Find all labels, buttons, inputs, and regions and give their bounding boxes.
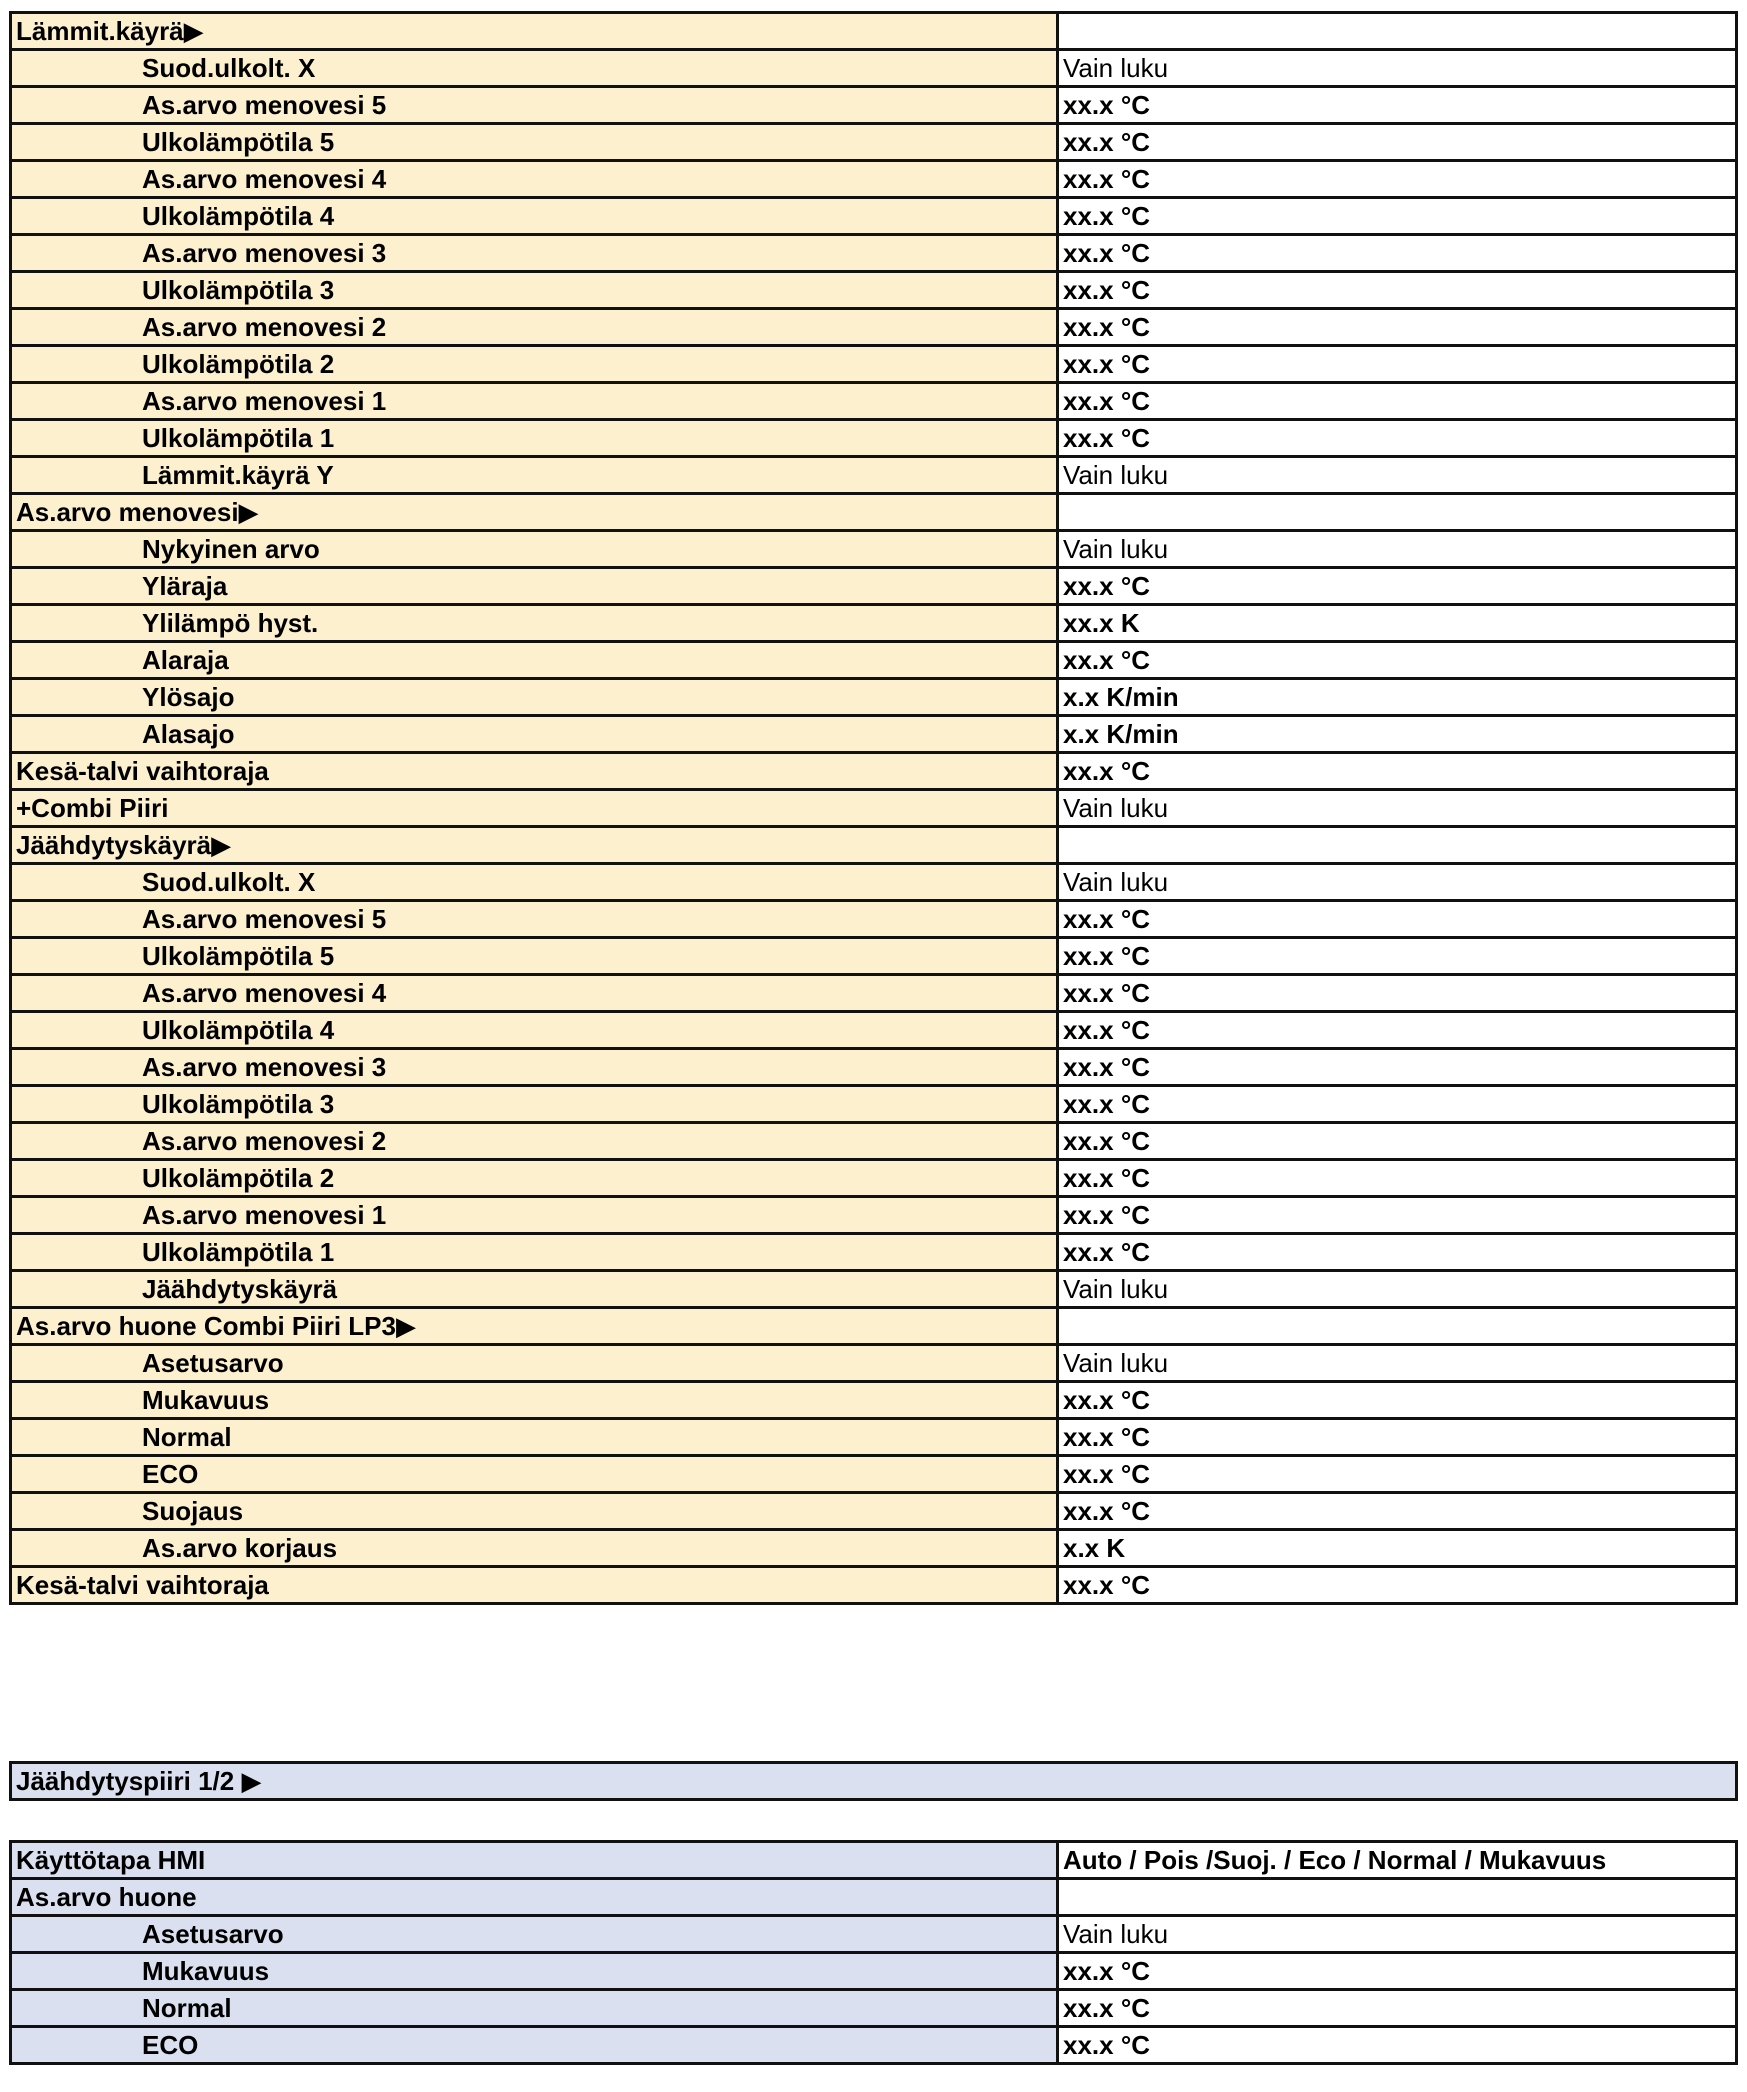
cooling-setting-label: Käyttötapa HMI — [11, 1842, 1058, 1879]
heating-setting-value[interactable]: xx.x °C — [1058, 161, 1737, 198]
heating-setting-value[interactable]: xx.x °C — [1058, 1493, 1737, 1530]
heating-setting-value[interactable]: xx.x °C — [1058, 938, 1737, 975]
heating-setting-row[interactable] — [11, 124, 1737, 161]
heating-setting-row[interactable] — [11, 1012, 1737, 1049]
heating-setting-value[interactable]: xx.x °C — [1058, 1160, 1737, 1197]
heating-setting-label: Ulkolämpötila 2 — [11, 346, 1058, 383]
heating-setting-label: Ulkolämpötila 5 — [11, 938, 1058, 975]
heating-setting-row[interactable] — [11, 1308, 1737, 1345]
heating-setting-row[interactable] — [11, 87, 1737, 124]
heating-setting-row[interactable] — [11, 1345, 1737, 1382]
heating-setting-row[interactable] — [11, 531, 1737, 568]
heating-setting-value[interactable]: xx.x °C — [1058, 1086, 1737, 1123]
heating-setting-value[interactable]: xx.x °C — [1058, 420, 1737, 457]
heating-setting-label: Nykyinen arvo — [11, 531, 1058, 568]
heating-setting-value[interactable]: xx.x °C — [1058, 383, 1737, 420]
heating-setting-row[interactable] — [11, 13, 1737, 50]
heating-setting-row[interactable] — [11, 272, 1737, 309]
heating-setting-row[interactable] — [11, 420, 1737, 457]
heating-setting-value[interactable] — [1058, 1308, 1737, 1345]
heating-setting-label: As.arvo huone Combi Piiri LP3▶ — [11, 1308, 1058, 1345]
heating-setting-row[interactable] — [11, 161, 1737, 198]
heating-setting-label: Ulkolämpötila 4 — [11, 1012, 1058, 1049]
heating-setting-value[interactable]: x.x K/min — [1058, 679, 1737, 716]
cooling-setting-row[interactable] — [11, 2027, 1737, 2064]
cooling-setting-label: As.arvo huone — [11, 1879, 1058, 1916]
heating-setting-label: Jäähdytyskäyrä — [11, 1271, 1058, 1308]
cooling-setting-row[interactable] — [11, 1990, 1737, 2027]
heating-setting-label: Kesä-talvi vaihtoraja — [11, 753, 1058, 790]
cooling-setting-label: Normal — [11, 1990, 1058, 2027]
cooling-setting-value[interactable]: xx.x °C — [1058, 2027, 1737, 2064]
heating-setting-value[interactable]: Vain luku — [1058, 457, 1737, 494]
heating-setting-label: Ylösajo — [11, 679, 1058, 716]
heating-setting-label: Suod.ulkolt. X — [11, 864, 1058, 901]
heating-setting-row[interactable] — [11, 1197, 1737, 1234]
heating-setting-label: As.arvo korjaus — [11, 1530, 1058, 1567]
heating-setting-label: As.arvo menovesi 4 — [11, 161, 1058, 198]
heating-setting-row[interactable] — [11, 1419, 1737, 1456]
heating-settings-table — [9, 11, 1738, 1605]
heating-setting-row[interactable] — [11, 309, 1737, 346]
cooling-setting-label: ECO — [11, 2027, 1058, 2064]
heating-setting-label: As.arvo menovesi 5 — [11, 87, 1058, 124]
heating-setting-row[interactable] — [11, 457, 1737, 494]
heating-setting-label: Ulkolämpötila 3 — [11, 1086, 1058, 1123]
heating-setting-row[interactable] — [11, 198, 1737, 235]
heating-setting-value[interactable] — [1058, 827, 1737, 864]
heating-setting-label: Ulkolämpötila 4 — [11, 198, 1058, 235]
heating-setting-value[interactable]: Vain luku — [1058, 1271, 1737, 1308]
heating-setting-label: As.arvo menovesi▶ — [11, 494, 1058, 531]
heating-setting-label: Ulkolämpötila 3 — [11, 272, 1058, 309]
heating-setting-value[interactable] — [1058, 494, 1737, 531]
heating-setting-row[interactable] — [11, 568, 1737, 605]
heating-setting-value[interactable]: x.x K — [1058, 1530, 1737, 1567]
heating-setting-row[interactable] — [11, 1530, 1737, 1567]
heating-setting-value[interactable]: xx.x K — [1058, 605, 1737, 642]
cooling-setting-value[interactable]: Auto / Pois /Suoj. / Eco / Normal / Mukavuus — [1058, 1842, 1737, 1879]
cooling-circuit-header-table — [9, 1761, 1738, 1801]
heating-setting-value[interactable]: xx.x °C — [1058, 753, 1737, 790]
heating-setting-value[interactable]: xx.x °C — [1058, 1049, 1737, 1086]
heating-setting-row[interactable] — [11, 1271, 1737, 1308]
heating-setting-value[interactable]: Vain luku — [1058, 531, 1737, 568]
heating-setting-value[interactable]: xx.x °C — [1058, 235, 1737, 272]
cooling-circuit-header-row[interactable] — [11, 1763, 1737, 1800]
heating-setting-row[interactable] — [11, 494, 1737, 531]
heating-setting-label: Kesä-talvi vaihtoraja — [11, 1567, 1058, 1604]
heating-setting-value[interactable]: xx.x °C — [1058, 1123, 1737, 1160]
cooling-setting-value[interactable]: xx.x °C — [1058, 1953, 1737, 1990]
heating-setting-label: As.arvo menovesi 2 — [11, 309, 1058, 346]
heating-setting-value[interactable]: Vain luku — [1058, 50, 1737, 87]
heating-setting-row[interactable] — [11, 642, 1737, 679]
cooling-setting-value[interactable] — [1058, 1879, 1737, 1916]
heating-settings-body — [11, 13, 1737, 1604]
heating-setting-label: Normal — [11, 1419, 1058, 1456]
heating-setting-row[interactable] — [11, 1049, 1737, 1086]
heating-setting-value[interactable]: xx.x °C — [1058, 901, 1737, 938]
heating-setting-row[interactable] — [11, 1567, 1737, 1604]
heating-setting-label: As.arvo menovesi 4 — [11, 975, 1058, 1012]
heating-setting-value[interactable]: xx.x °C — [1058, 975, 1737, 1012]
heating-setting-row[interactable] — [11, 346, 1737, 383]
heating-setting-value[interactable]: xx.x °C — [1058, 309, 1737, 346]
heating-setting-label: Suod.ulkolt. X — [11, 50, 1058, 87]
heating-setting-value[interactable]: xx.x °C — [1058, 346, 1737, 383]
heating-setting-value[interactable]: xx.x °C — [1058, 1567, 1737, 1604]
cooling-settings-body — [11, 1842, 1737, 2064]
heating-setting-label: Suojaus — [11, 1493, 1058, 1530]
heating-setting-label: +Combi Piiri — [11, 790, 1058, 827]
heating-setting-row[interactable] — [11, 1234, 1737, 1271]
cooling-setting-value[interactable]: Vain luku — [1058, 1916, 1737, 1953]
heating-setting-label: As.arvo menovesi 1 — [11, 383, 1058, 420]
heating-setting-row[interactable] — [11, 1160, 1737, 1197]
heating-setting-value[interactable]: xx.x °C — [1058, 568, 1737, 605]
heating-setting-row[interactable] — [11, 50, 1737, 87]
heating-setting-label: Alaraja — [11, 642, 1058, 679]
heating-setting-row[interactable] — [11, 790, 1737, 827]
heating-setting-value[interactable]: xx.x °C — [1058, 1382, 1737, 1419]
cooling-setting-value[interactable]: xx.x °C — [1058, 1990, 1737, 2027]
heating-setting-label: As.arvo menovesi 1 — [11, 1197, 1058, 1234]
heating-setting-value[interactable]: Vain luku — [1058, 1345, 1737, 1382]
heating-setting-row[interactable] — [11, 827, 1737, 864]
heating-setting-label: As.arvo menovesi 5 — [11, 901, 1058, 938]
cooling-setting-label: Asetusarvo — [11, 1916, 1058, 1953]
heating-setting-row[interactable] — [11, 1493, 1737, 1530]
cooling-setting-row[interactable] — [11, 1842, 1737, 1879]
heating-setting-row[interactable] — [11, 864, 1737, 901]
cooling-setting-row[interactable] — [11, 1879, 1737, 1916]
heating-setting-row[interactable] — [11, 235, 1737, 272]
heating-setting-label: Ulkolämpötila 5 — [11, 124, 1058, 161]
heating-setting-value[interactable]: xx.x °C — [1058, 642, 1737, 679]
heating-setting-row[interactable] — [11, 975, 1737, 1012]
heating-setting-value[interactable]: xx.x °C — [1058, 198, 1737, 235]
heating-setting-value[interactable]: Vain luku — [1058, 790, 1737, 827]
cooling-circuit-title[interactable]: Jäähdytyspiiri 1/2 ▶ — [11, 1763, 1737, 1800]
heating-setting-label: Alasajo — [11, 716, 1058, 753]
heating-setting-row[interactable] — [11, 716, 1737, 753]
heating-setting-label: Ylilämpö hyst. — [11, 605, 1058, 642]
heating-setting-label: Ulkolämpötila 1 — [11, 1234, 1058, 1271]
heating-setting-label: Yläraja — [11, 568, 1058, 605]
heating-setting-row[interactable] — [11, 1382, 1737, 1419]
heating-setting-row[interactable] — [11, 1456, 1737, 1493]
heating-setting-label: As.arvo menovesi 2 — [11, 1123, 1058, 1160]
cooling-setting-row[interactable] — [11, 1916, 1737, 1953]
heating-setting-label: Ulkolämpötila 2 — [11, 1160, 1058, 1197]
heating-setting-row[interactable] — [11, 383, 1737, 420]
heating-setting-label: Lämmit.käyrä▶ — [11, 13, 1058, 50]
heating-setting-value[interactable]: xx.x °C — [1058, 124, 1737, 161]
heating-setting-value[interactable]: xx.x °C — [1058, 1234, 1737, 1271]
cooling-setting-label: Mukavuus — [11, 1953, 1058, 1990]
heating-setting-label: Lämmit.käyrä Y — [11, 457, 1058, 494]
heating-setting-row[interactable] — [11, 938, 1737, 975]
heating-setting-value[interactable]: xx.x °C — [1058, 1419, 1737, 1456]
heating-setting-row[interactable] — [11, 1123, 1737, 1160]
heating-setting-row[interactable] — [11, 901, 1737, 938]
heating-setting-label: Asetusarvo — [11, 1345, 1058, 1382]
heating-setting-row[interactable] — [11, 1086, 1737, 1123]
heating-setting-row[interactable] — [11, 753, 1737, 790]
cooling-settings-table — [9, 1840, 1738, 2065]
heating-setting-label: Jäähdytyskäyrä▶ — [11, 827, 1058, 864]
heating-setting-value[interactable]: xx.x °C — [1058, 1456, 1737, 1493]
heating-setting-label: As.arvo menovesi 3 — [11, 1049, 1058, 1086]
heating-setting-row[interactable] — [11, 605, 1737, 642]
heating-setting-value[interactable] — [1058, 13, 1737, 50]
heating-setting-value[interactable]: xx.x °C — [1058, 1197, 1737, 1234]
heating-setting-value[interactable]: xx.x °C — [1058, 272, 1737, 309]
heating-setting-value[interactable]: Vain luku — [1058, 864, 1737, 901]
heating-setting-value[interactable]: x.x K/min — [1058, 716, 1737, 753]
heating-setting-label: Mukavuus — [11, 1382, 1058, 1419]
heating-setting-value[interactable]: xx.x °C — [1058, 1012, 1737, 1049]
heating-setting-row[interactable] — [11, 679, 1737, 716]
heating-setting-label: ECO — [11, 1456, 1058, 1493]
heating-setting-value[interactable]: xx.x °C — [1058, 87, 1737, 124]
cooling-setting-row[interactable] — [11, 1953, 1737, 1990]
heating-setting-label: Ulkolämpötila 1 — [11, 420, 1058, 457]
heating-setting-label: As.arvo menovesi 3 — [11, 235, 1058, 272]
